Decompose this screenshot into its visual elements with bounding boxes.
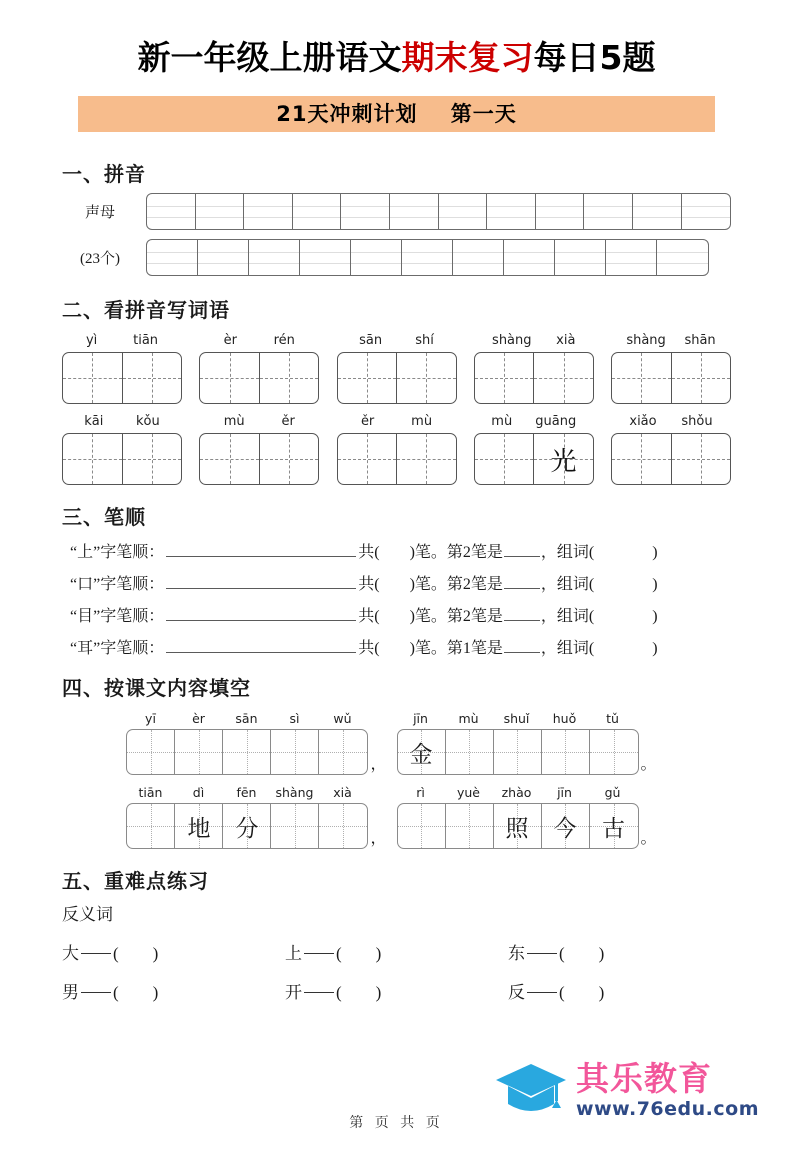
shengmu-label: 声母 <box>84 205 115 221</box>
pinyin-syllable: shàng <box>492 333 532 348</box>
page-title-highlight: 期末复习 <box>401 38 534 77</box>
antonym-dash <box>304 953 334 954</box>
word-item <box>474 414 594 485</box>
pinyin-syllable: tiān <box>133 333 159 348</box>
tianzige-cell[interactable] <box>612 353 672 403</box>
page-number-footer: 第 页 共 页 <box>349 1116 444 1131</box>
word-grid-container <box>62 333 731 485</box>
section-stroke-order <box>62 501 731 658</box>
word-form-label: ，组词( <box>540 640 595 657</box>
word-item <box>474 333 594 404</box>
word-pinyin <box>62 414 182 429</box>
pinyin-syllable: xiǎo <box>629 414 657 429</box>
pinyin-syllable: mù <box>491 414 513 429</box>
sentence-cell[interactable] <box>127 730 175 774</box>
pinyin-syllable: shàng <box>275 785 314 800</box>
sentence-row <box>62 711 731 775</box>
antonym-item <box>508 978 731 1003</box>
pinyin-cell[interactable] <box>300 240 351 275</box>
word-form-label: ，组词( <box>540 608 595 625</box>
tianzige-box[interactable] <box>474 433 594 485</box>
sentence-punctuation: ， <box>370 756 387 773</box>
stroke-total-open: 共( <box>358 544 380 561</box>
stroke-total-open: 共( <box>358 576 380 593</box>
word-pinyin <box>199 333 319 348</box>
tianzige-cell[interactable] <box>63 353 123 403</box>
word-form-close: ) <box>652 608 658 625</box>
antonym-paren-close: ) <box>152 944 159 963</box>
antonym-paren-open: ( <box>559 983 565 1002</box>
tianzige-cell[interactable] <box>672 434 731 484</box>
word-form-label: ，组词( <box>540 576 595 593</box>
tianzige-box[interactable] <box>337 433 457 485</box>
pinyin-cell[interactable] <box>657 240 708 275</box>
pinyin-cell[interactable] <box>439 194 488 229</box>
antonym-paren-close: ) <box>598 944 605 963</box>
tianzige-cell[interactable] <box>672 353 731 403</box>
tianzige-cell[interactable] <box>397 353 456 403</box>
filled-character: 今 <box>553 815 577 841</box>
section-5-heading: 五、重难点练习 <box>62 871 209 893</box>
tianzige-cell[interactable] <box>338 353 398 403</box>
sentence-grid[interactable] <box>126 729 368 775</box>
stroke-nth-label: )笔。第1笔是 <box>409 640 503 657</box>
antonym-item <box>285 939 508 964</box>
page-title-part1: 新一年级上册语文 <box>137 38 402 77</box>
stroke-target-char: “目” <box>70 608 101 625</box>
stroke-order-blank[interactable] <box>166 641 356 653</box>
stroke-order-blank[interactable] <box>166 577 356 589</box>
pinyin-syllable: kāi <box>84 414 104 429</box>
stroke-order-line <box>62 539 731 562</box>
pinyin-syllable: rì <box>416 785 425 800</box>
antonym-paren-open: ( <box>336 944 342 963</box>
antonym-dash <box>81 992 111 993</box>
word-item <box>62 414 182 485</box>
worksheet-content <box>0 158 793 1003</box>
stroke-order-line <box>62 635 731 658</box>
pinyin-syllable: kǒu <box>135 414 160 429</box>
word-form-close: ) <box>652 640 658 657</box>
sentence-cell[interactable] <box>542 804 590 848</box>
pinyin-syllable: shí <box>415 333 434 348</box>
sentence-cell[interactable] <box>494 730 542 774</box>
word-pinyin <box>62 333 182 348</box>
stroke-nth-blank[interactable] <box>504 545 540 557</box>
sentence-pinyin <box>397 785 639 800</box>
pinyin-cell[interactable] <box>633 194 682 229</box>
word-item <box>199 414 319 485</box>
pinyin-cell[interactable] <box>584 194 633 229</box>
sentence-box <box>397 785 639 849</box>
antonym-paren-close: ) <box>375 944 382 963</box>
tianzige-cell[interactable] <box>475 434 535 484</box>
antonym-paren-close: ) <box>598 983 605 1002</box>
pinyin-cell[interactable] <box>390 194 439 229</box>
antonym-rows <box>62 939 731 1003</box>
sentence-pinyin <box>126 711 368 726</box>
sentence-cell[interactable] <box>590 730 638 774</box>
pinyin-cell[interactable] <box>402 240 453 275</box>
pinyin-cell[interactable] <box>244 194 293 229</box>
logo-url: www.76edu.com <box>576 1097 759 1120</box>
sentence-cell[interactable] <box>494 804 542 848</box>
word-pinyin <box>337 333 457 348</box>
stroke-nth-blank[interactable] <box>504 609 540 621</box>
pinyin-row-1 <box>62 193 731 230</box>
pinyin-cell[interactable] <box>453 240 504 275</box>
pinyin-syllable: tiān <box>138 785 163 800</box>
pinyin-cell[interactable] <box>293 194 342 229</box>
antonym-dash <box>527 953 557 954</box>
pinyin-syllable: yuè <box>456 785 480 800</box>
stroke-order-blank[interactable] <box>166 609 356 621</box>
sentence-box <box>397 711 639 775</box>
tianzige-cell[interactable] <box>200 434 260 484</box>
pinyin-syllable: shān <box>684 333 716 348</box>
antonym-prompt-char: 大 <box>62 944 79 963</box>
sentence-cell[interactable] <box>319 730 367 774</box>
stroke-nth-label: )笔。第2笔是 <box>409 608 503 625</box>
sentence-cell[interactable] <box>127 804 175 848</box>
pinyin-cell[interactable] <box>147 240 198 275</box>
stroke-target-char: “上” <box>70 544 101 561</box>
antonym-prompt-char: 开 <box>285 983 302 1002</box>
sentence-cell[interactable] <box>271 804 319 848</box>
filled-character: 照 <box>505 815 529 841</box>
antonym-row <box>62 939 731 964</box>
stroke-prefix-label: 字笔顺： <box>100 608 165 625</box>
antonym-dash <box>304 992 334 993</box>
pinyin-syllable: fēn <box>236 785 257 800</box>
word-grid-row <box>62 414 731 485</box>
pinyin-syllable: mù <box>411 414 433 429</box>
sentence-grid-container <box>62 711 731 849</box>
pinyin-syllable: dì <box>192 785 205 800</box>
sentence-cell[interactable] <box>175 730 223 774</box>
word-form-close: ) <box>652 576 658 593</box>
stroke-nth-label: )笔。第2笔是 <box>409 576 503 593</box>
sentence-unit <box>397 711 667 775</box>
tianzige-cell[interactable] <box>534 353 593 403</box>
stroke-total-open: 共( <box>358 608 380 625</box>
pinyin-syllable: sān <box>235 711 258 726</box>
stroke-target-char: “耳” <box>70 640 101 657</box>
pinyin-syllable: mù <box>458 711 479 726</box>
tianzige-cell[interactable] <box>260 353 319 403</box>
banner-wrapper <box>0 96 793 132</box>
antonym-dash <box>527 992 557 993</box>
antonym-paren-open: ( <box>113 983 119 1002</box>
pinyin-cell[interactable] <box>682 194 731 229</box>
tianzige-cell[interactable] <box>338 434 398 484</box>
tianzige-box[interactable] <box>474 352 594 404</box>
pinyin-syllable: zhào <box>501 785 532 800</box>
antonym-paren-open: ( <box>336 983 342 1002</box>
sentence-pinyin <box>397 711 639 726</box>
filled-character: 光 <box>550 446 577 476</box>
tianzige-cell[interactable] <box>200 353 260 403</box>
sentence-grid[interactable] <box>126 803 368 849</box>
pinyin-syllable: jīn <box>557 785 572 800</box>
antonym-prompt-char: 上 <box>285 944 302 963</box>
pinyin-grid-block <box>62 193 731 276</box>
sentence-pinyin <box>126 785 368 800</box>
pinyin-syllable: jīn <box>413 711 428 726</box>
sentence-cell[interactable] <box>319 804 367 848</box>
pinyin-syllable: ěr <box>360 414 375 429</box>
filled-character: 分 <box>235 815 259 841</box>
page-title <box>0 32 793 79</box>
pinyin-syllable: shuǐ <box>503 711 530 726</box>
stroke-order-line <box>62 571 731 594</box>
word-form-label: ，组词( <box>540 544 595 561</box>
pinyin-syllable: mù <box>223 414 245 429</box>
stroke-prefix-label: 字笔顺： <box>100 576 165 593</box>
section-pinyin <box>62 158 731 276</box>
pinyin-cell[interactable] <box>249 240 300 275</box>
word-item <box>337 414 457 485</box>
antonym-prompt-char: 反 <box>508 983 525 1002</box>
word-pinyin <box>611 414 731 429</box>
antonym-prompt-char: 东 <box>508 944 525 963</box>
word-item <box>199 333 319 404</box>
word-pinyin <box>611 333 731 348</box>
stroke-nth-blank[interactable] <box>504 577 540 589</box>
sentence-row <box>62 785 731 849</box>
pinyin-syllable: wǔ <box>333 711 352 726</box>
sentence-cell[interactable] <box>398 804 446 848</box>
antonym-item <box>508 939 731 964</box>
tianzige-box[interactable] <box>199 352 319 404</box>
stroke-total-open: 共( <box>358 640 380 657</box>
antonym-dash <box>81 953 111 954</box>
antonym-paren-open: ( <box>559 944 565 963</box>
stroke-prefix-label: 字笔顺： <box>100 544 165 561</box>
antonym-paren-open: ( <box>113 944 119 963</box>
section-2-heading: 二、看拼音写词语 <box>62 300 230 322</box>
word-grid-row <box>62 333 731 404</box>
stroke-order-blank[interactable] <box>166 545 356 557</box>
antonym-paren-close: ) <box>375 983 382 1002</box>
word-item <box>62 333 182 404</box>
pinyin-syllable: èr <box>223 333 237 348</box>
site-logo <box>494 1060 759 1120</box>
pinyin-cell[interactable] <box>341 194 390 229</box>
tianzige-cell[interactable] <box>123 434 182 484</box>
pinyin-cell[interactable] <box>196 194 245 229</box>
pinyin-syllable: huǒ <box>552 711 577 726</box>
word-pinyin <box>474 414 594 429</box>
stroke-target-char: “口” <box>70 576 101 593</box>
stroke-order-line <box>62 603 731 626</box>
sentence-cell[interactable] <box>223 804 271 848</box>
pinyin-answer-row-1[interactable] <box>146 193 731 230</box>
sentence-cell[interactable] <box>223 730 271 774</box>
stroke-nth-blank[interactable] <box>504 641 540 653</box>
graduation-cap-icon <box>494 1060 568 1120</box>
pinyin-cell[interactable] <box>147 194 196 229</box>
filled-character: 古 <box>602 815 625 841</box>
pinyin-syllable: shàng <box>626 333 666 348</box>
pinyin-syllable: ěr <box>281 414 295 429</box>
sentence-box <box>126 785 368 849</box>
tianzige-cell[interactable] <box>612 434 672 484</box>
filled-character: 金 <box>409 741 433 767</box>
pinyin-syllable: shǒu <box>681 414 713 429</box>
word-pinyin <box>474 333 594 348</box>
page-title-part2: 每日5题 <box>533 38 656 77</box>
sentence-cell[interactable] <box>542 730 590 774</box>
sentence-punctuation: 。 <box>640 830 657 847</box>
pinyin-syllable: sān <box>359 333 383 348</box>
pinyin-syllable: rén <box>273 333 295 348</box>
word-form-close: ) <box>652 544 658 561</box>
tianzige-box[interactable] <box>62 352 182 404</box>
pinyin-answer-row-2[interactable] <box>146 239 709 276</box>
tianzige-cell[interactable] <box>123 353 182 403</box>
tianzige-box[interactable] <box>199 433 319 485</box>
section-4-heading: 四、按课文内容填空 <box>62 678 251 700</box>
pinyin-cell[interactable] <box>198 240 249 275</box>
word-pinyin <box>337 414 457 429</box>
plan-banner: 21天冲刺计划 第一天 <box>78 96 715 132</box>
pinyin-syllable: tǔ <box>606 711 619 726</box>
sentence-cell[interactable] <box>446 730 494 774</box>
tianzige-box[interactable] <box>611 433 731 485</box>
sentence-unit <box>126 711 396 775</box>
sentence-cell[interactable] <box>590 804 638 848</box>
pinyin-syllable: xià <box>333 785 352 800</box>
antonym-item <box>62 978 285 1003</box>
antonym-sub-label: 反义词 <box>62 905 113 924</box>
pinyin-cell[interactable] <box>536 194 585 229</box>
tianzige-box[interactable] <box>611 352 731 404</box>
pinyin-syllable: sì <box>289 711 300 726</box>
stroke-order-lines <box>62 539 731 658</box>
word-item <box>337 333 457 404</box>
logo-text-block <box>576 1058 759 1120</box>
section-fill-text <box>62 672 731 849</box>
word-item <box>611 414 731 485</box>
pinyin-cell[interactable] <box>487 194 536 229</box>
stroke-nth-label: )笔。第2笔是 <box>409 544 503 561</box>
tianzige-cell[interactable] <box>534 434 593 484</box>
pinyin-cell[interactable] <box>606 240 657 275</box>
sentence-box <box>126 711 368 775</box>
filled-character: 地 <box>187 815 211 841</box>
sentence-cell[interactable] <box>446 804 494 848</box>
pinyin-syllable: yī <box>145 711 156 726</box>
pinyin-syllable: èr <box>192 711 205 726</box>
stroke-prefix-label: 字笔顺： <box>100 640 165 657</box>
antonym-item <box>285 978 508 1003</box>
sentence-cell[interactable] <box>398 730 446 774</box>
antonym-row <box>62 978 731 1003</box>
tianzige-box[interactable] <box>337 352 457 404</box>
section-1-heading: 一、拼音 <box>62 164 146 186</box>
section-write-words <box>62 294 731 485</box>
shengmu-count-label: (23个) <box>80 251 120 267</box>
sentence-unit <box>126 785 396 849</box>
sentence-unit <box>397 785 667 849</box>
sentence-punctuation: ， <box>370 830 387 847</box>
antonym-item <box>62 939 285 964</box>
pinyin-cell[interactable] <box>351 240 402 275</box>
pinyin-syllable: yì <box>85 333 98 348</box>
sentence-punctuation: 。 <box>640 756 657 773</box>
pinyin-cell[interactable] <box>555 240 606 275</box>
sentence-cell[interactable] <box>271 730 319 774</box>
tianzige-cell[interactable] <box>63 434 123 484</box>
word-pinyin <box>199 414 319 429</box>
logo-brand-name: 其乐教育 <box>576 1058 713 1098</box>
sentence-grid[interactable] <box>397 729 639 775</box>
tianzige-cell[interactable] <box>397 434 456 484</box>
pinyin-syllable: xià <box>556 333 576 348</box>
section-key-practice <box>62 865 731 1003</box>
sentence-grid[interactable] <box>397 803 639 849</box>
section-3-heading: 三、笔顺 <box>62 507 146 529</box>
sentence-cell[interactable] <box>175 804 223 848</box>
pinyin-row-2 <box>62 239 731 276</box>
tianzige-box[interactable] <box>62 433 182 485</box>
pinyin-syllable: guāng <box>535 414 577 429</box>
tianzige-cell[interactable] <box>260 434 319 484</box>
antonym-prompt-char: 男 <box>62 983 79 1002</box>
tianzige-cell[interactable] <box>475 353 535 403</box>
word-item <box>611 333 731 404</box>
antonym-paren-close: ) <box>152 983 159 1002</box>
pinyin-syllable: gǔ <box>604 785 621 800</box>
pinyin-cell[interactable] <box>504 240 555 275</box>
